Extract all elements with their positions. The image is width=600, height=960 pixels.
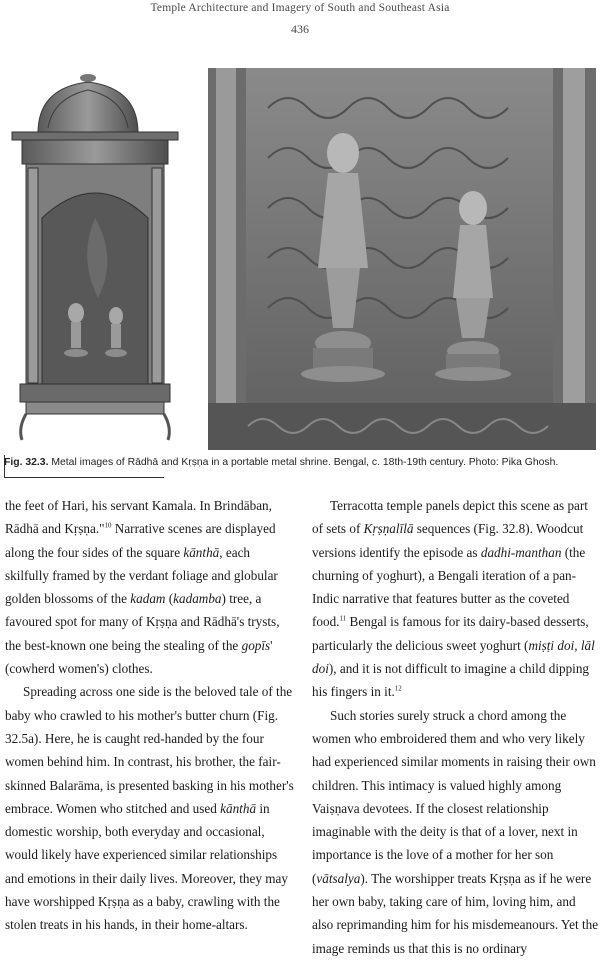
italic-term: kadamba: [173, 591, 222, 607]
running-head: Temple Architecture and Imagery of South and Southeast Asia: [150, 2, 450, 14]
text-run: ), and it is not difficult to imagine a child dipping his fingers in it.: [312, 661, 590, 700]
figure-label: Fig. 32.3.: [4, 457, 49, 468]
text-run: (: [165, 591, 174, 607]
right-paragraph-2: [312, 704, 600, 960]
italic-term: kadam: [130, 591, 166, 607]
page-number: 436: [291, 22, 309, 36]
text-run: the feet of Hari, his servant Kamala. In Brindāban, Rādhā and Kṛṣṇa.": [5, 498, 272, 537]
shrine-detail-photo: [208, 68, 596, 450]
italic-term: dadhi-manthan: [480, 544, 562, 560]
text-run: , each skilfully framed by the verdant foliage and globular golden blossoms of the: [5, 544, 278, 607]
text-run: ). The worshipper treats Kṛṣṇa as if he were her own baby, taking care of him, loving him, and also reprimanding him for his misdemeanours. Yet the image reminds us that this is no ordinary: [312, 870, 599, 956]
text-run: ' (cowherd women's) clothes.: [5, 637, 273, 677]
text-run: sequences (Fig. 32.8). Woodcut versions identify the episode as: [312, 521, 584, 560]
caption-rule-horizontal: [4, 477, 164, 478]
footnote-ref: 10: [104, 521, 112, 530]
footnote-ref: 12: [394, 684, 402, 693]
text-run: Such stories surely struck a chord among the women who embroidered them and who very likely had experienced similar moments in raising their own children. This intimacy is valued highly among Vaiṣṇava devotees. If the closest relationship imaginable with the deity is that of a lover, next in importance is the love of a mother for her son (: [312, 707, 596, 886]
right-paragraph-1: [312, 494, 600, 704]
left-column: [5, 494, 297, 937]
text-run: ) tree, a favoured spot for many of Kṛṣṇa and Rādhā's trysts, the best-known one being the stealing of the: [5, 591, 280, 653]
figure-caption: [4, 456, 596, 470]
italic-term: vātsalya: [316, 870, 361, 886]
left-paragraph-2: [5, 680, 297, 936]
italic-term: gopīs: [241, 637, 271, 653]
figure-caption-text: Metal images of Rādhā and Kṛṣṇa in a portable metal shrine. Bengal, c. 18th-19th century. Photo: Pika Ghosh.: [48, 457, 559, 468]
right-column: [312, 494, 600, 960]
shrine-full-photo: [8, 68, 186, 450]
text-run: Bengal is famous for its dairy-based desserts, particularly the delicious sweet yoghurt (: [312, 614, 589, 653]
left-paragraph-1: [5, 494, 297, 680]
italic-term: miṣṭi doi, lāl doi: [312, 637, 595, 677]
text-run: in domestic worship, both everyday and occasional, would likely have experienced similar relationships and emotions in their daily lives. Moreover, they may have worshipped Kṛṣṇa as a baby, crawling with the stolen treats in his hands, in their home-altars.: [5, 800, 288, 933]
text-run: (the churning of yoghurt), a Bengali iteration of a pan-Indic narrative that features butter as the coveted food.: [312, 544, 586, 630]
italic-term: Kṛṣṇalīlā: [363, 521, 414, 537]
footnote-ref: 11: [339, 615, 347, 624]
text-run: Narrative scenes are displayed along the four sides of the square: [5, 521, 276, 560]
text-run: Spreading across one side is the beloved tale of the baby who crawled to his mother's butter churn (Fig. 32.5a). Here, he is caught red-handed by the four women behind him. In contrast, his brother, the fair-skinned Balarāma, is presented basking in his mother's embrace. Women who stitched and used: [5, 684, 294, 816]
italic-term: kānthā: [183, 544, 220, 560]
italic-term: kānthā: [220, 800, 257, 816]
text-run: Terracotta temple panels depict this scene as part of sets of: [312, 498, 588, 537]
